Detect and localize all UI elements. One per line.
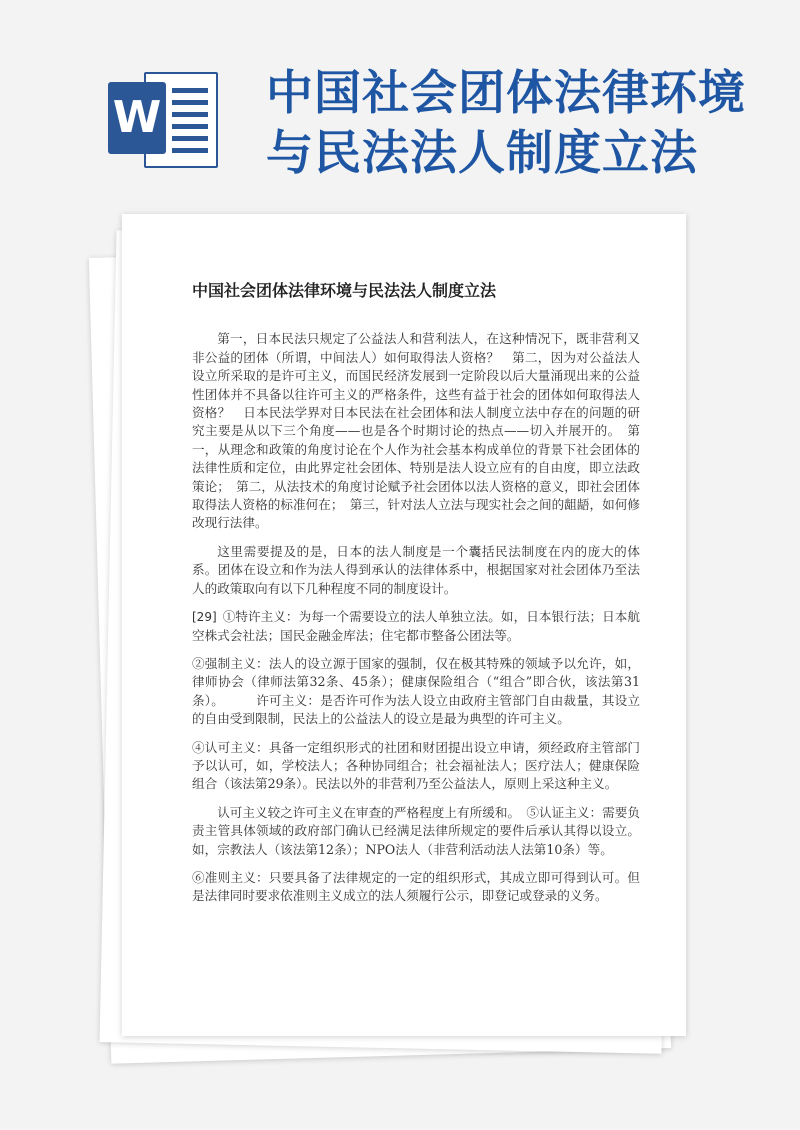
word-logo-letter: W xyxy=(108,82,166,154)
paragraph xyxy=(192,543,640,598)
paragraph xyxy=(192,655,640,729)
document-body xyxy=(192,282,640,916)
paragraph-text: ④认可主义：具备一定组织形式的社团和财团提出设立申请，须经政府主管部门予以认可，如，学校法人；各种协同组合；社会福祉法人；医疗法人；健康保险组合（该法第29条）。民法以外的非营利乃至公益法人，原则上采这种主义。 xyxy=(192,739,640,792)
paragraph xyxy=(192,739,640,794)
banner-title-line-1: 中国社会团体法律环境 xyxy=(266,66,746,121)
paragraph xyxy=(192,330,640,532)
paragraph-text: ②强制主义：法人的设立源于国家的强制，仅在极其特殊的领域予以允许，如，律师协会（律师法第32条、45条）；健康保险组合（“组合”即合伙，该法第31条）。 许可主义：是否许可作为法人设立由政府主管部门自由裁量，其设立的自由受到限制，民法上的公益法人的设立是最为典型的许可主义。 xyxy=(192,655,640,727)
paragraph xyxy=(192,804,640,859)
paragraph-text: 这里需要提及的是，日本的法人制度是一个囊括民法制度在内的庞大的体系。团体在设立和作为法人得到承认的法律体系中，根据国家对社会团体乃至法人的政策取向有以下几种程度不同的制度设计。 xyxy=(192,543,640,596)
document-title: 中国社会团体法律环境与民法法人制度立法 xyxy=(192,281,497,300)
paragraph-text: 认可主义较之许可主义在审查的严格程度上有所缓和。 ⑤认证主义：需要负责主管具体领域的政府部门确认已经满足法律所规定的要件后承认其得以设立。如，宗教法人（该法第12条）；NPO法人（非营利活动法人法第10条）等。 xyxy=(192,804,640,857)
banner-title-line-2: 与民法法人制度立法 xyxy=(266,126,698,181)
paragraph xyxy=(192,869,640,906)
paragraph-text: ⑥准则主义：只要具备了法律规定的一定的组织形式，其成立即可得到认可。但是法律同时要求依准则主义成立的法人须履行公示，即登记或登录的义务。 xyxy=(192,869,640,904)
word-document-icon xyxy=(108,68,216,168)
footnote-reference: [29] xyxy=(192,610,217,625)
page-header xyxy=(0,0,800,200)
paragraph-text: ①特许主义：为每一个需要设立的法人单独立法。如，日本银行法；日本航空株式会社法；国民金融金库法；住宅都市整备公团法等。 xyxy=(192,609,640,643)
paragraph-text: 第一，日本民法只规定了公益法人和营利法人，在这种情况下，既非营利又非公益的团体（所谓，中间法人）如何取得法人资格？ 第二，因为对公益法人设立所采取的是许可主义，而国民经济发展到一定阶段以后大量涌现出来的公益性团体并不具备以往许可主义的严格条件，这些有益于社会的团体如何取得法人资格？ 日本民法学界对日本民法在社会团体和法人制度立法中存在的问题的研究主要是从以下三个角度——也是各个时期讨论的热点——切入并展开的。 第一，从理念和政策的角度讨论在个人作为社会基本构成单位的背景下社会团体的法律性质和定位，由此界定社会团体、特别是法人设立应有的自由度，即立法政策论； 第二，从法技术的角度讨论赋予社会团体以法人资格的意义，即社会团体取得法人资格的标准何在； 第三，针对法人立法与现实社会之间的龃龉，如何修改现行法律。 xyxy=(192,331,640,531)
paragraph xyxy=(192,608,640,645)
